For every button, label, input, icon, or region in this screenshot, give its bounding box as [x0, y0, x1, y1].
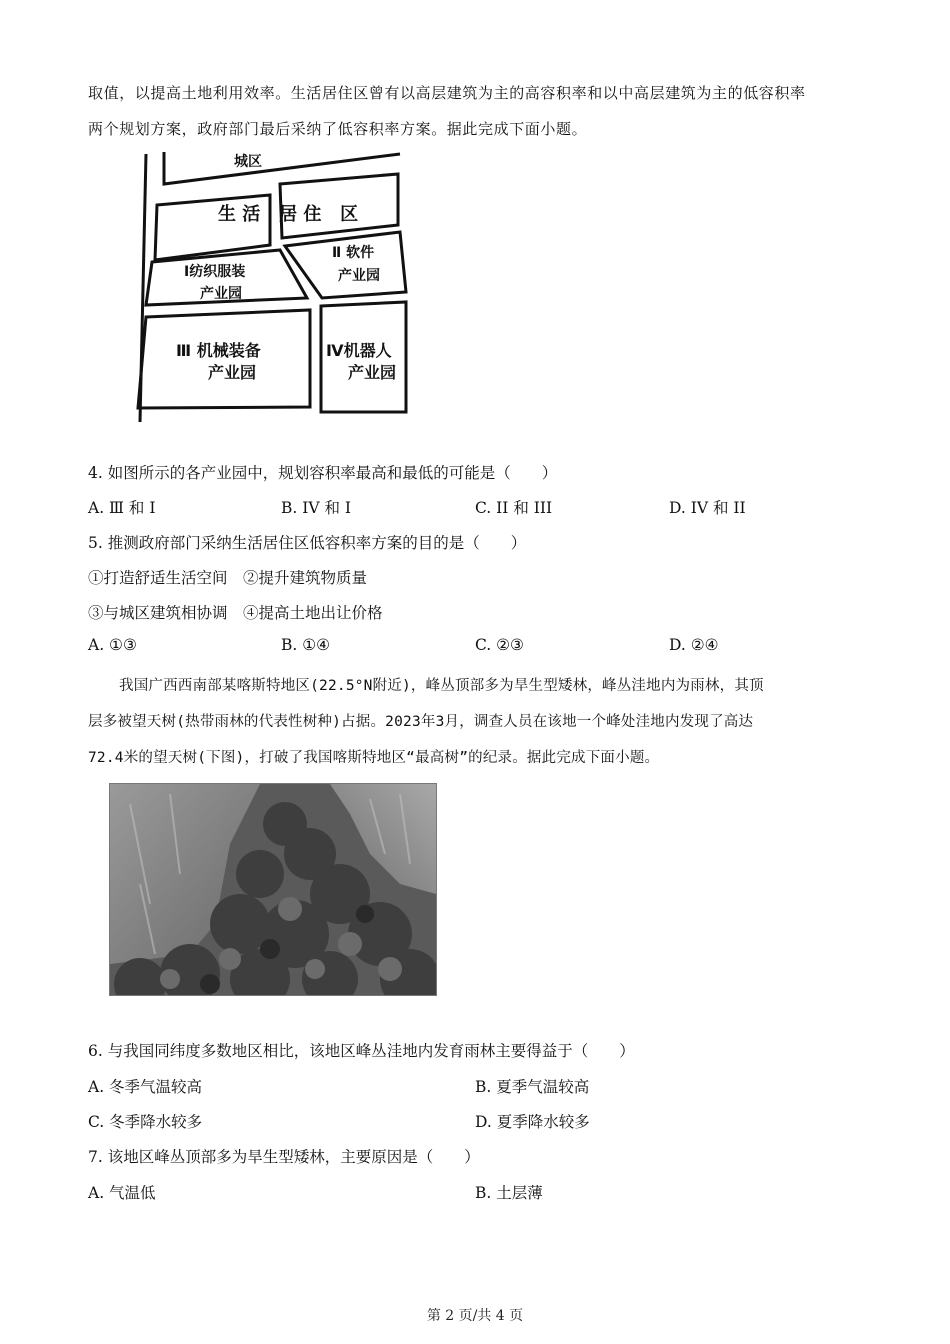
question-5-items-2: ③与城区建筑相协调 ④提高土地出让价格 [88, 604, 383, 622]
zone-2-label-line-1: Ⅱ 软件 [332, 245, 375, 261]
zone-3-label-line-2: 产业园 [208, 363, 257, 382]
question-5-option-b: B. ①④ [281, 636, 331, 654]
city-label: 城区 [234, 154, 262, 170]
question-6-option-a: A. 冬季气温较高 [88, 1078, 203, 1096]
question-6-option-d: D. 夏季降水较多 [475, 1113, 590, 1131]
question-5-option-c: C. ②③ [475, 636, 524, 654]
question-4-option-a: A. Ⅲ 和 I [88, 499, 156, 517]
passage-2-line-2: 层多被望天树(热带雨林的代表性树种)占据。2023年3月，调查人员在该地一个峰处洼地内发现了高达 [88, 714, 754, 730]
residential-label: 生 活 居 住 区 [218, 204, 359, 225]
question-4-stem: 4. 如图所示的各产业园中，规划容积率最高和最低的可能是（ ） [88, 464, 558, 482]
question-5-items-1: ①打造舒适生活空间 ②提升建筑物质量 [88, 569, 368, 587]
zone-4-label-line-1: Ⅳ机器人 [326, 341, 392, 360]
city-boundary-line [164, 152, 400, 184]
question-4-option-c: C. II 和 III [475, 499, 553, 517]
forest-photo [109, 783, 437, 996]
question-5-option-d: D. ②④ [669, 636, 719, 654]
question-7-option-a: A. 气温低 [88, 1184, 156, 1202]
question-6-stem: 6. 与我国同纬度多数地区相比，该地区峰丛洼地内发育雨林主要得益于（ ） [88, 1042, 635, 1060]
passage-2-line-1: 我国广西西南部某喀斯特地区(22.5°N附近)，峰丛顶部多为旱生型矮林，峰丛洼地内为雨林，其顶 [119, 678, 764, 694]
planning-map [110, 150, 420, 430]
question-6-option-c: C. 冬季降水较多 [88, 1113, 203, 1131]
question-7-stem: 7. 该地区峰丛顶部多为旱生型矮林，主要原因是（ ） [88, 1148, 480, 1166]
zone-3-label-line-1: Ⅲ 机械装备 [176, 341, 261, 360]
question-5-option-a: A. ①③ [88, 636, 137, 654]
question-6-option-b: B. 夏季气温较高 [475, 1078, 590, 1096]
zone-4-label-line-2: 产业园 [348, 363, 397, 382]
intro-line-1: 取值，以提高土地利用效率。生活居住区曾有以高层建筑为主的高容积率和以中高层建筑为主的低容积率 [88, 84, 806, 102]
question-5-stem: 5. 推测政府部门采纳生活居住区低容积率方案的目的是（ ） [88, 534, 527, 552]
passage-2-line-3: 72.4米的望天树(下图)，打破了我国喀斯特地区“最高树”的纪录。据此完成下面小题。 [88, 750, 660, 766]
zone-1-label-line-2: 产业园 [200, 286, 242, 302]
zone-2-label-line-2: 产业园 [338, 268, 380, 284]
question-4-option-d: D. IV 和 II [669, 499, 746, 517]
zone-1-label-line-1: Ⅰ纺织服装 [184, 264, 246, 280]
page-number-footer: 第 2 页/共 4 页 [426, 1308, 524, 1324]
question-7-option-b: B. 土层薄 [475, 1184, 543, 1202]
question-4-option-b: B. IV 和 I [281, 499, 352, 517]
intro-line-2: 两个规划方案，政府部门最后采纳了低容积率方案。据此完成下面小题。 [88, 120, 588, 138]
